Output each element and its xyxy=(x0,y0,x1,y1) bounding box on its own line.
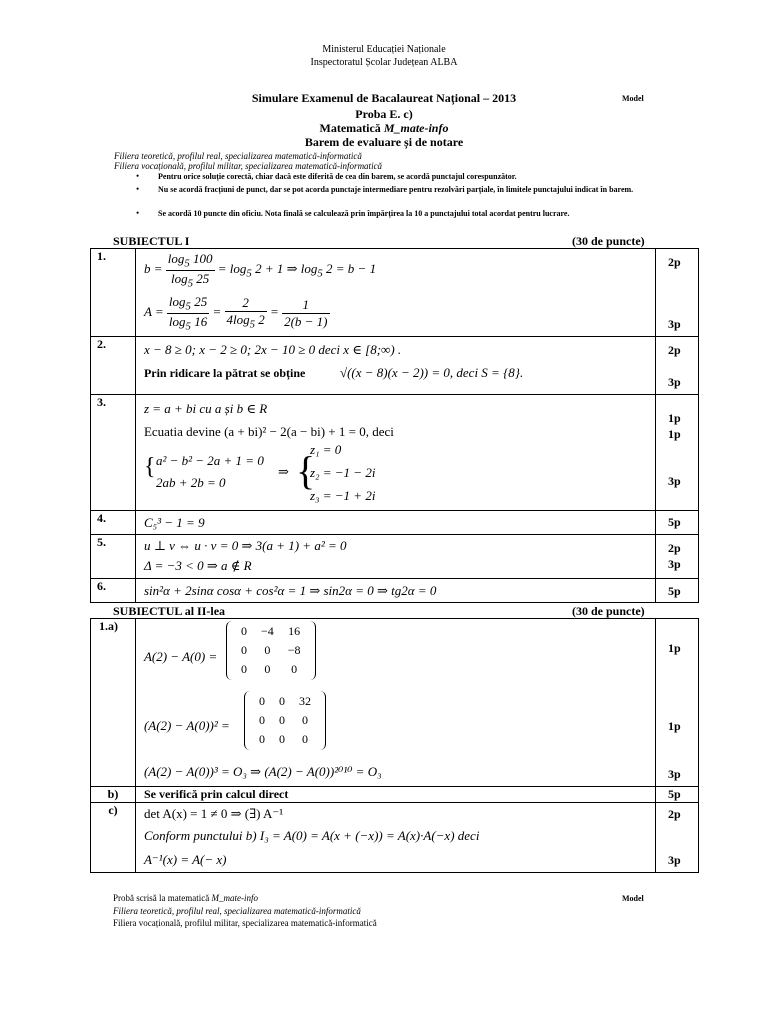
formula-c3: A⁻¹(x) = A(− x) xyxy=(143,852,227,867)
footer-line-1 xyxy=(113,893,258,903)
footer-model: Model xyxy=(622,894,644,903)
table-row xyxy=(91,535,699,579)
bullet-icon: • xyxy=(136,184,140,194)
instruction-1: Pentru orice soluție corectă, chiar dacă este diferită de cea din barem, se acordă punctajul corespunzător. xyxy=(158,172,517,181)
proba-label: Proba E. c) xyxy=(355,107,413,121)
root-z3: z₃ = −1 + 2i xyxy=(309,488,376,503)
formula-3b: Ecuatia devine (a + bi)² − 2(a − bi) + 1 = 0, deci xyxy=(143,424,394,439)
formula-c1: det A(x) = 1 ≠ 0 ⇒ (∃) A⁻¹ xyxy=(143,806,284,821)
model-label: Model xyxy=(622,94,644,103)
formula-3a: z = a + bi cu a și b ∈ R xyxy=(143,401,268,416)
formula-1b: A = $\frac{\log_5 25}{\log_5 16}$ = $\frac{2}{4\log_5 2}$ = $\frac{1}{2(b - 1)}$ xyxy=(143,294,328,333)
inspectorate-line: Inspectoratul Școlar Județean ALBA xyxy=(310,57,458,68)
points-label: 3p xyxy=(668,853,681,867)
table-row xyxy=(91,337,699,395)
points-label: 1p xyxy=(668,411,681,425)
instruction-3: Se acordă 10 puncte din oficiu. Nota finală se calculează prin împărțirea la 10 a punctajului total acordat pentru lucrare. xyxy=(158,209,570,218)
footer-prefix: Probă scrisă la matematică xyxy=(113,893,212,903)
filiera-line-2: Filiera vocațională, profilul militar, specializarea matematică-informatică xyxy=(114,161,383,171)
subject-italic: M_mate-info xyxy=(383,121,449,135)
filiera-line-1: Filiera teoretică, profilul real, specializarea matematică-informatică xyxy=(114,151,362,161)
implies-icon: ⇒ xyxy=(277,464,289,479)
subiect1-title: SUBIECTUL I xyxy=(113,234,190,248)
points-label: 3p xyxy=(668,474,681,488)
subject-label xyxy=(0,121,768,136)
footer-italic: M_mate-info xyxy=(211,893,258,903)
points-label: 2p xyxy=(668,807,681,821)
subiect2-points: (30 de puncte) xyxy=(572,604,645,618)
footer-line-2: Filiera teoretică, profilul real, specializarea matematică-informatică xyxy=(113,906,361,916)
item-number: 2. xyxy=(97,337,106,351)
item-number: b) xyxy=(107,787,119,801)
points-label: 3p xyxy=(668,767,681,781)
footer-line-3: Filiera vocațională, profilul militar, specializarea matematică-informatică xyxy=(113,918,377,928)
formula-2b: √((x − 8)(x − 2)) = 0, deci S = {8}. xyxy=(339,365,524,380)
formula-4: C₅³ − 1 = 9 xyxy=(143,515,205,530)
root-z1: z₁ = 0 xyxy=(309,442,342,457)
barem-title: Barem de evaluare și de notare xyxy=(304,135,464,149)
table-row xyxy=(91,511,699,535)
formula-2b-text: Prin ridicare la pătrat se obține xyxy=(143,366,306,380)
subject-prefix: Matematică xyxy=(319,121,384,135)
points-label: 2p xyxy=(668,541,681,555)
table-row xyxy=(91,249,699,337)
table-row xyxy=(91,787,699,803)
subiect2-title: SUBIECTUL al II-lea xyxy=(113,604,226,618)
item-number: 3. xyxy=(97,395,106,409)
points-label: 1p xyxy=(668,641,681,655)
matrix-diff-label: A(2) − A(0) = xyxy=(143,649,218,664)
exam-title: Simulare Examenul de Bacalaureat Național – 2013 xyxy=(251,91,517,105)
table-row xyxy=(91,579,699,603)
points-label: 3p xyxy=(668,375,681,389)
points-label: 2p xyxy=(668,255,681,269)
points-label: 3p xyxy=(668,317,681,331)
subiect1-table xyxy=(90,248,699,603)
points-label: 3p xyxy=(668,557,681,571)
formula-2a: x − 8 ≥ 0; x − 2 ≥ 0; 2x − 10 ≥ 0 deci x ∈ [8;∞) . xyxy=(143,342,402,357)
formula-1a: b = $\frac{\log_5 100}{\log_5 25}$ = $\log_5 2 + 1$ ⇒ $\log_5 2 = b - 1$ xyxy=(143,251,377,290)
points-label: 5p xyxy=(668,515,681,529)
system-eq-1: a² − b² − 2a + 1 = 0 xyxy=(155,453,264,468)
item-number: c) xyxy=(108,803,118,817)
item-number: 1. xyxy=(97,249,106,263)
matrix-2: 0 0 32 0 0 0 0 0 0 xyxy=(244,691,326,750)
item-number: 5. xyxy=(97,535,106,549)
matrix-1: 0 −4 16 0 0 −8 0 0 0 xyxy=(226,621,316,680)
subiect2-table xyxy=(90,618,699,873)
table-row xyxy=(91,395,699,511)
formula-c2: Conform punctului b) I₃ = A(0) = A(x + (−x)) = A(x)·A(−x) deci xyxy=(143,828,480,843)
table-row xyxy=(91,619,699,787)
left-brace-icon: { xyxy=(295,448,316,493)
subiect1-points: (30 de puncte) xyxy=(572,234,645,248)
formula-5a: u ⊥ v ⇔ u · v = 0 ⇒ 3(a + 1) + a² = 0 xyxy=(143,538,347,553)
bullet-icon: • xyxy=(136,208,140,218)
item-number: 4. xyxy=(97,511,106,525)
item-number: 1.a) xyxy=(99,619,118,633)
formula-1a-cube: (A(2) − A(0))³ = O₃ ⇒ (A(2) − A(0))²⁰¹⁰ = O₃ xyxy=(143,764,382,779)
system-eq-2: 2ab + 2b = 0 xyxy=(155,475,226,490)
formula-5b: Δ = −3 < 0 ⇒ a ∉ R xyxy=(143,558,252,573)
formula-6: sin²α + 2sinα cosα + cos²α = 1 ⇒ sin2α = 0 ⇒ tg2α = 0 xyxy=(143,583,437,598)
points-label: 5p xyxy=(668,584,681,598)
points-label: 5p xyxy=(668,787,681,801)
bullet-icon: • xyxy=(136,171,140,181)
ministry-line: Ministerul Educației Naționale xyxy=(322,44,446,55)
left-brace-icon: { xyxy=(143,454,156,480)
instruction-2: Nu se acordă fracțiuni de punct, dar se pot acorda punctaje intermediare pentru rezolvări parțiale, în limitele punctajului indicat în barem. xyxy=(158,185,634,194)
points-label: 1p xyxy=(668,719,681,733)
row-b-text: Se verifică prin calcul direct xyxy=(143,787,289,801)
matrix-square-label: (A(2) − A(0))² = xyxy=(143,718,230,733)
points-label: 1p xyxy=(668,427,681,441)
points-label: 2p xyxy=(668,343,681,357)
root-z2: z₂ = −1 − 2i xyxy=(309,465,376,480)
table-row xyxy=(91,803,699,873)
item-number: 6. xyxy=(97,579,106,593)
